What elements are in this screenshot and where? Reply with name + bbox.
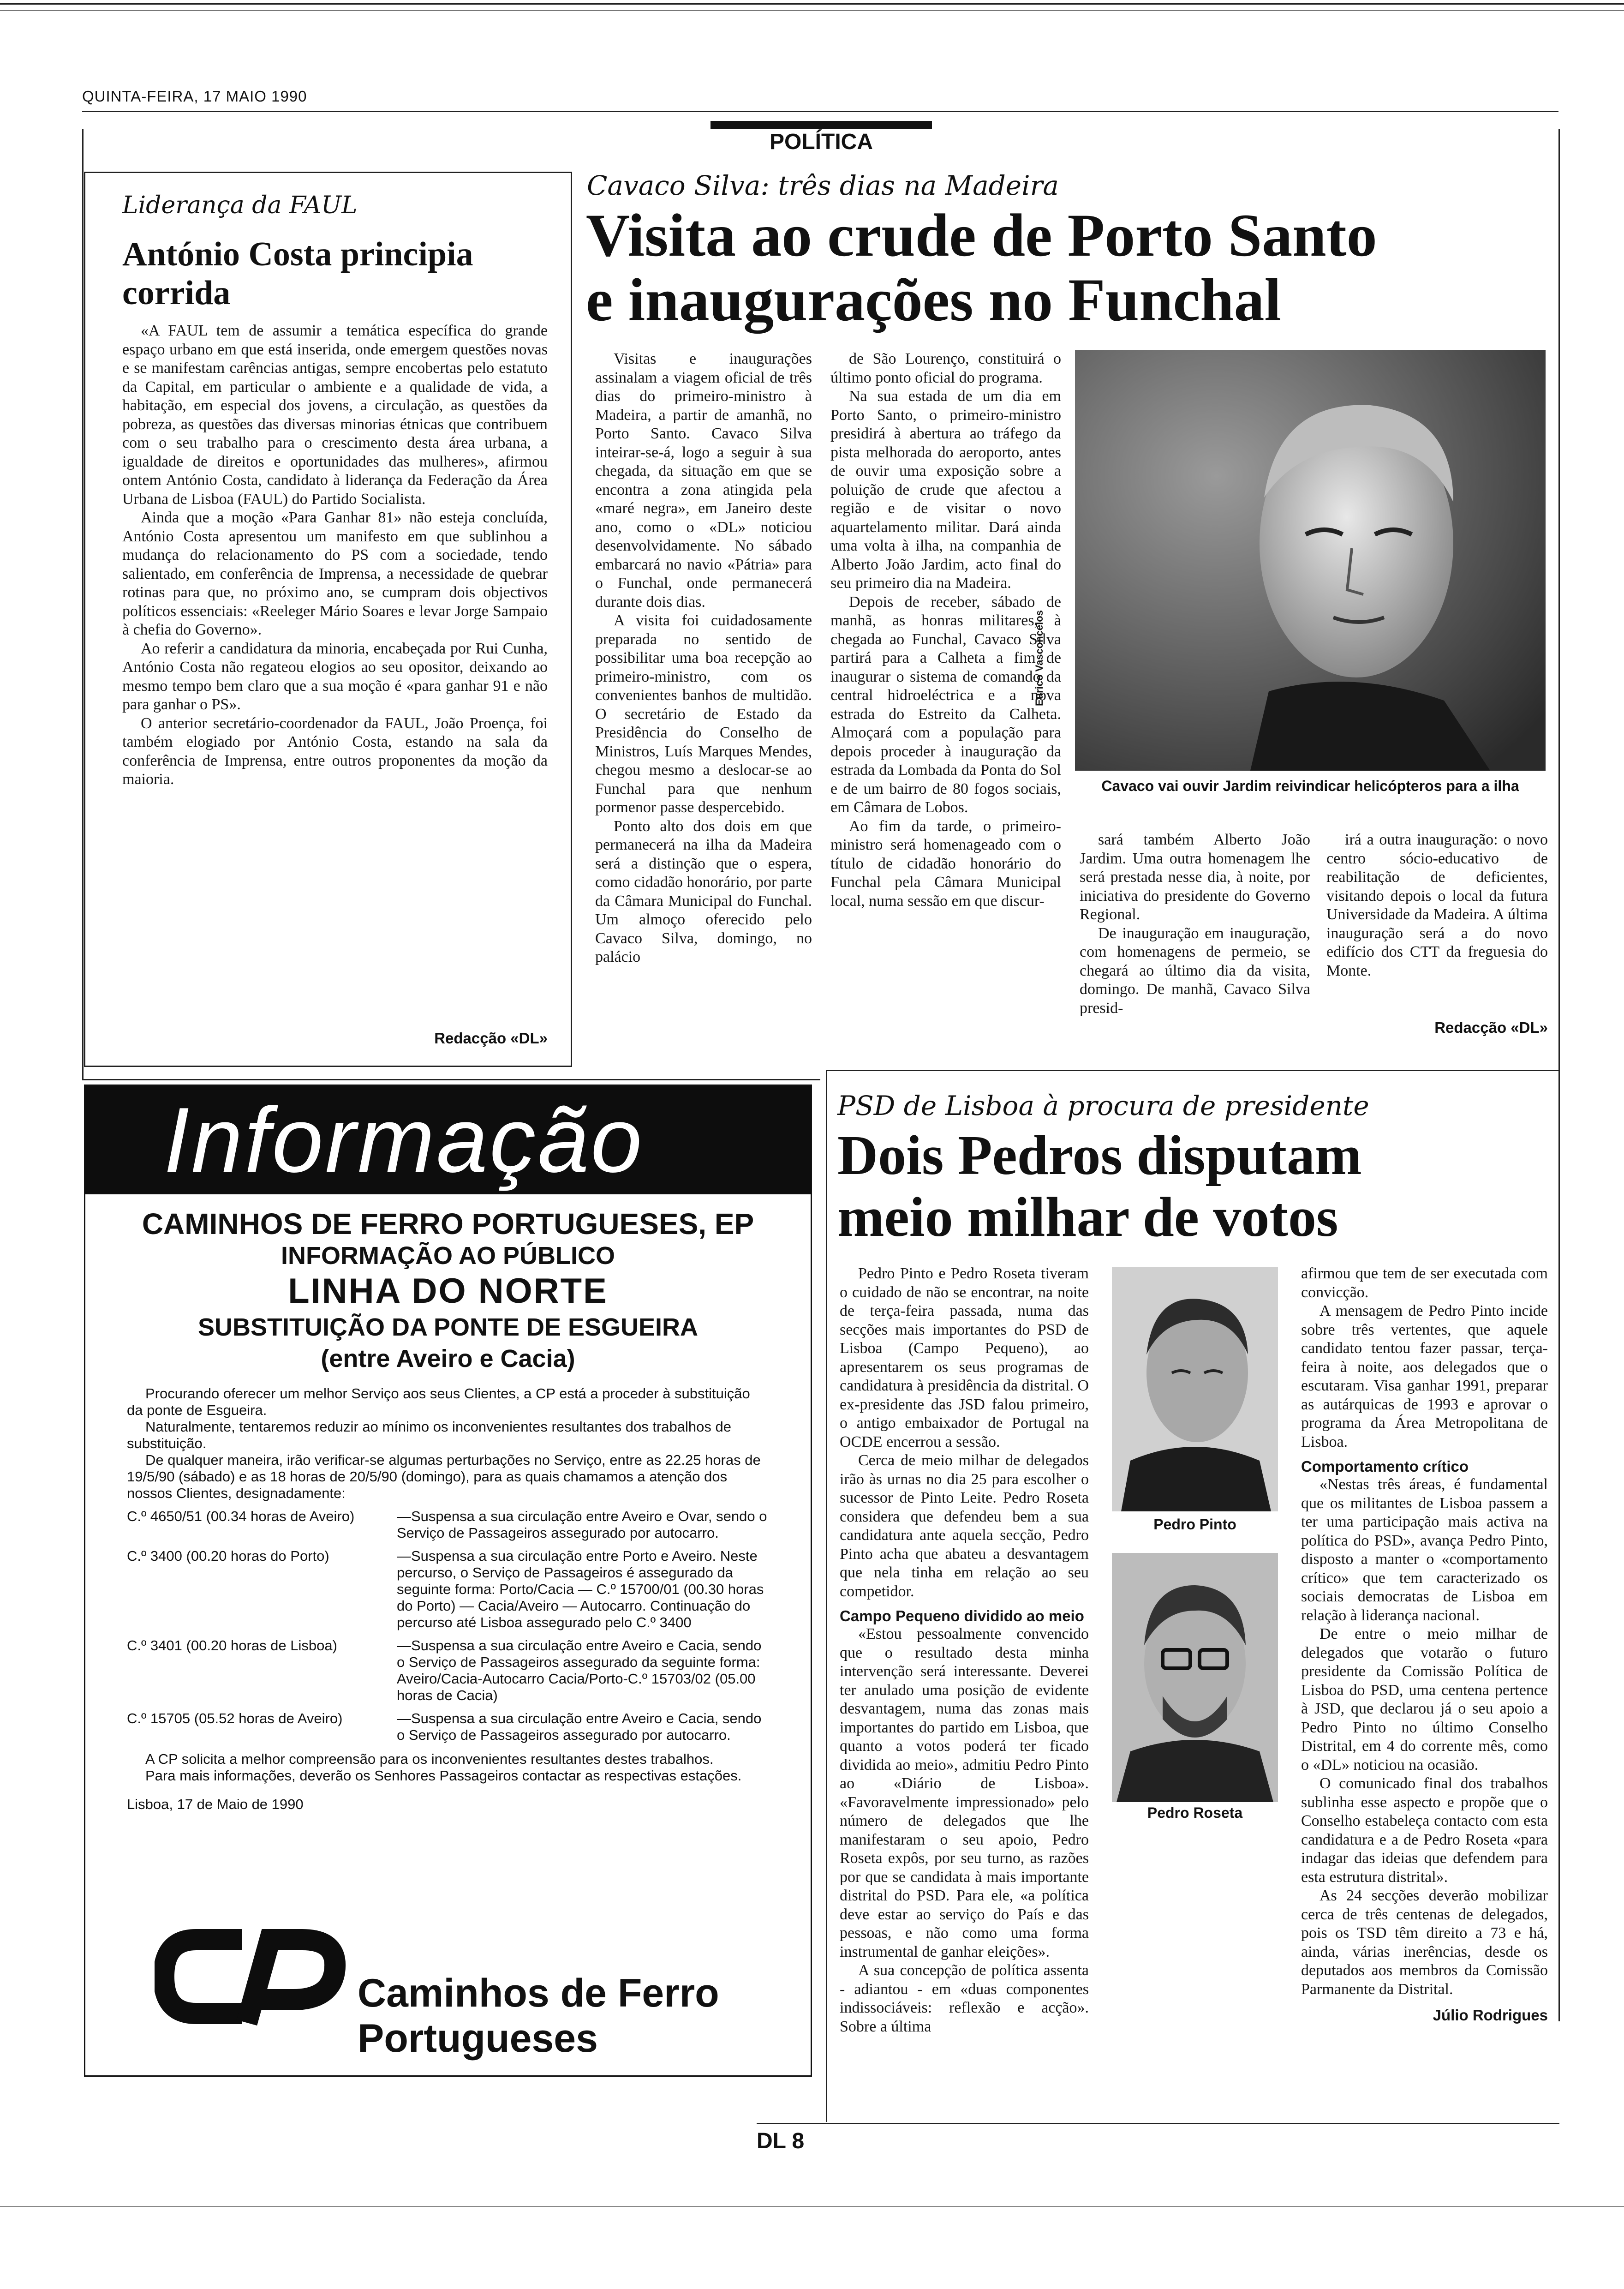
faul-paragraph: O anterior secretário-coordenador da FAUL, João Proença, foi também elogiado por António Costa, estando na sala da conferência de Imprensa, entre outros proponentes da moção da maioria. bbox=[122, 714, 548, 788]
psd-paragraph: afirmou que tem de ser executada com convicção. bbox=[1301, 1265, 1548, 1301]
ad-brand-line2: Portugueses bbox=[358, 2016, 598, 2061]
faul-paragraph: Ao referir a candidatura da minoria, encabeçada por Rui Cunha, António Costa não regateou elogios ao seu opositor, deixando ao mesmo tempo bem claro que a sua moção é «para ganhar 91 e não para ganhar o PS». bbox=[122, 640, 548, 713]
cavaco-title-line1: Visita ao crude de Porto Santo bbox=[586, 201, 1377, 269]
ad-body bbox=[85, 1374, 811, 1813]
section-label: POLÍTICA bbox=[710, 121, 932, 155]
cavaco-paragraph: de São Lourenço, constituirá o último ponto oficial do programa. bbox=[830, 350, 1061, 386]
ad-intro: Procurando oferecer um melhor Serviço aos seus Clientes, a CP está a proceder à substituição da ponte de Esgueira. bbox=[127, 1385, 750, 1418]
bottom-scan-line bbox=[0, 2206, 1624, 2207]
portrait-image bbox=[1112, 1267, 1278, 1511]
ad-outro: A CP solicita a melhor compreensão para os inconvenientes resultantes destes trabalhos. bbox=[145, 1751, 714, 1767]
cavaco-bottom-rule bbox=[826, 1070, 1558, 1071]
faul-byline: Redacção «DL» bbox=[434, 1030, 548, 1047]
cavaco-kicker: Cavaco Silva: três dias na Madeira bbox=[587, 170, 1059, 201]
cavaco-paragraph: Ponto alto dos dois em que permanecerá na ilha da Madeira será a distinção que o espera, como cidadão honorário, por parte da Câmara Municipal do Funchal. Um almoço oferecido pelo Cavaco Silva, domingo, no palácio bbox=[595, 817, 812, 965]
ad-intro: Naturalmente, tentaremos reduzir ao mínimo os inconvenientes resultantes dos trabalhos de substituição. bbox=[127, 1419, 731, 1451]
psd-byline: Júlio Rodrigues bbox=[1433, 2007, 1548, 2024]
psd-frame-left bbox=[826, 1070, 827, 2122]
faul-article bbox=[84, 172, 572, 1067]
ad-train-row bbox=[127, 1548, 769, 1631]
footer-rule bbox=[757, 2123, 1559, 2124]
header-rule bbox=[82, 111, 1558, 112]
cp-logo-icon bbox=[155, 1921, 348, 2032]
cavaco-col4 bbox=[1326, 831, 1548, 980]
faul-paragraph: Ainda que a moção «Para Ganhar 81» não esteja concluída, António Costa apresentou um manifesto em que sublinhou a mudança do relacionamento do PS com a sociedade, tendo salientado, em conferência de Imprensa, a necessidade de quebrar rotinas para que, no próximo ano, se cumpram dois objectivos políticos essenciais: «Reeleger Mário Soares e levar Jorge Sampaio à chefia do Governo». bbox=[122, 509, 548, 638]
cavaco-paragraph: irá a outra inauguração: o novo centro sócio-educativo de reabilitação de deficientes, visitando depois o local da futura Universidade da Madeira. A última inauguração será a do novo edifício dos CTT da freguesia do Monte. bbox=[1326, 831, 1548, 979]
portrait-image bbox=[1112, 1553, 1278, 1802]
ad-place-date: Lisboa, 17 de Maio de 1990 bbox=[127, 1796, 304, 1812]
train-text: —Suspensa a sua circulação entre Aveiro e Cacia, sendo o Serviço de Passageiros assegurado da seguinte forma: Aveiro/Cacia-Autocarro Cacia/Porto-C.º 15703/02 (05.00 horas de Cacia) bbox=[397, 1637, 762, 1703]
pedro-pinto-caption: Pedro Pinto bbox=[1153, 1516, 1236, 1533]
page-mark: DL 8 bbox=[757, 2129, 805, 2153]
psd-paragraph: «Nestas três áreas, é fundamental que os militantes de Lisboa passem a ter uma participação mais activa na política do PSD», avança Pedro Pinto, disposto a manter o «comportamento crítico» que tem caracterizado os sociais democratas de Lisboa em relação à liderança nacional. bbox=[1301, 1476, 1548, 1624]
ad-line4: (entre Aveiro e Cacia) bbox=[321, 1345, 575, 1372]
psd-paragraph: O comunicado final dos trabalhos sublinha esse aspecto e propõe que o Conselho estabeleça contacto com esta candidatura e a de Pedro Roseta «para indagar das ideias que defendem para esta estrutura distrital». bbox=[1301, 1775, 1548, 1886]
psd-paragraph: A mensagem de Pedro Pinto incide sobre três vertentes, que aquele candidato tentou fazer passar, terça-feira à noite, aos delegados que o escutaram. Visa ganhar 1991, preparar as autárquicas de 1993 e aprovar o programa da Área Metropolitana de Lisboa. bbox=[1301, 1302, 1548, 1450]
psd-title-line1: Dois Pedros disputam bbox=[837, 1124, 1362, 1186]
cavaco-photo-caption: Cavaco vai ouvir Jardim reivindicar helicópteros para a ilha bbox=[1101, 778, 1519, 794]
frame-right bbox=[1558, 129, 1560, 2021]
cavaco-byline: Redacção «DL» bbox=[1434, 1019, 1548, 1036]
ad-line3: SUBSTITUIÇÃO DA PONTE DE ESGUEIRA bbox=[197, 1313, 699, 1341]
ad-train-row bbox=[127, 1637, 769, 1704]
cavaco-col1 bbox=[595, 350, 812, 967]
cavaco-paragraph: Ao fim da tarde, o primeiro-ministro será homenageado com o título de cidadão honorário do Funchal pela Câmara Municipal local, numa sessão em que discur- bbox=[830, 817, 1061, 910]
psd-paragraph: Cerca de meio milhar de delegados irão às urnas no dia 25 para escolher o sucessor de Pinto Leite. Pedro Roseta considera que defendeu bem a sua candidatura ante aquela secção, Pedro Pinto acha que abateu a desvantagem que nela tinha em relação ao seu competidor. bbox=[840, 1452, 1089, 1600]
psd-kicker: PSD de Lisboa à procura de presidente bbox=[837, 1090, 1369, 1121]
ad-heading-block bbox=[85, 1207, 811, 1374]
ad-line2: LINHA DO NORTE bbox=[288, 1271, 608, 1311]
cavaco-paragraph: Na sua estada de um dia em Porto Santo, o primeiro-ministro presidirá à abertura ao tráfego da pista melhorada do aeroporto, antes de ouvir uma exposição sobre a poluição de crude que afectou a região e de visitar o novo aquartelamento militar. Dará ainda uma volta à ilha, na companhia de Alberto João Jardim, acto final do seu primeiro dia na Madeira. bbox=[830, 388, 1061, 592]
ad-title: Informação bbox=[164, 1089, 644, 1192]
portrait-image bbox=[1075, 350, 1546, 771]
ad-intro: De qualquer maneira, irão verificar-se algumas perturbações no Serviço, entre as 22.25 horas de 19/5/90 (sábado) e as 18 horas de 20/5/90 (domingo), para as quais chamamos a atenção dos nossos Clientes, designadamente: bbox=[127, 1452, 761, 1501]
dateline: QUINTA-FEIRA, 17 MAIO 1990 bbox=[82, 88, 307, 105]
train-text: —Suspensa a sua circulação entre Aveiro e Cacia, sendo o Serviço de Passageiros assegurado por autocarro. bbox=[397, 1710, 762, 1743]
cavaco-col3 bbox=[1080, 831, 1310, 1018]
cavaco-paragraph: De inauguração em inauguração, com homenagens de permeio, se chegará ao último dia da visita, domingo. De manhã, Cavaco Silva presid- bbox=[1080, 924, 1310, 1017]
cavaco-paragraph: Visitas e inaugurações assinalam a viagem oficial de três dias do primeiro-ministro à Madeira, a partir de amanhã, no Porto Santo. Cavaco Silva inteirar-se-á, logo a seguir à sua chegada, da situação em que se encontra a zona atingida pela «maré negra», em Janeiro deste ano, como o «DL» noticiou desenvolvidamente. No sábado embarcará no navio «Pátria» para o Funchal, onde permanecerá durante dois dias. bbox=[595, 350, 812, 611]
psd-paragraph: As 24 secções deverão mobilizar cerca de três centenas de delegados, pois os TSD têm direito a 73 e há, ainda, várias inerências, desde os deputados aos membros da Comissão Parmanente da Distrital. bbox=[1301, 1887, 1548, 1998]
cavaco-paragraph: sará também Alberto João Jardim. Uma outra homenagem lhe será prestada nesse dia, à noite, por iniciativa do presidente do Governo Regional. bbox=[1080, 831, 1310, 923]
psd-title-line2: meio milhar de votos bbox=[837, 1186, 1338, 1248]
psd-subhead: Campo Pequeno dividido ao meio bbox=[840, 1607, 1084, 1624]
ad-outro: Para mais informações, deverão os Senhores Passageiros contactar as respectivas estações. bbox=[145, 1768, 742, 1784]
ad-brand-line1: Caminhos de Ferro bbox=[358, 1971, 719, 2015]
pedro-pinto-photo bbox=[1112, 1267, 1278, 1511]
faul-kicker: Liderança da FAUL bbox=[122, 192, 358, 219]
cavaco-col2 bbox=[830, 350, 1061, 911]
psd-paragraph: Pedro Pinto e Pedro Roseta tiveram o cuidado de não se encontrar, na noite de terça-feira passada, numa das secções mais importantes do PSD de Lisboa (Campo Pequeno), ao apresentarem os seus programas de candidatura à presidência da distrital. O ex-presidente das JSD falou primeiro, o antigo embaixador de Portugal na OCDE encerrou a sessão. bbox=[840, 1265, 1089, 1450]
pedro-roseta-photo bbox=[1112, 1553, 1278, 1802]
ad-train-row bbox=[127, 1508, 769, 1541]
top-border-thin bbox=[0, 10, 1624, 11]
faul-body bbox=[122, 322, 548, 789]
cavaco-paragraph: A visita foi cuidadosamente preparada no sentido de possibilitar uma boa recepção ao primeiro-ministro, com os convenientes banhos de multidão. O secretário de Estado da Presidência do Conselho de Ministros, Luís Marques Mendes, chegou mesmo a deslocar-se ao Funchal para que nenhum pormenor passe despercebido. bbox=[595, 612, 812, 816]
ad-company: CAMINHOS DE FERRO PORTUGUESES, EP bbox=[142, 1207, 754, 1240]
psd-paragraph: De entre o meio milhar de delegados que votarão o futuro presidente da Comissão Política de Lisboa do PSD, uma centena pertence à JSD, que declarou já o seu apoio a Pedro Pinto no último Conselho Distrital, em 4 do corrente mês, como o «DL» noticiou na ocasião. bbox=[1301, 1625, 1548, 1774]
train-text: —Suspensa a sua circulação entre Porto e Aveiro. Neste percurso, o Serviço de Passageiros é assegurado da seguinte forma: Porto/Cacia — C.º 15700/01 (00.30 horas do Porto) — Cacia/Aveiro — Autocarro. Continuação do percurso até Lisboa assegurado pelo C.º 3400 bbox=[397, 1548, 764, 1630]
cp-logo bbox=[155, 1921, 348, 2032]
cp-advertisement bbox=[84, 1085, 812, 2077]
ad-train-row bbox=[127, 1710, 769, 1744]
train-code: C.º 3401 (00.20 horas de Lisboa) bbox=[127, 1637, 337, 1654]
psd-col1 bbox=[840, 1264, 1089, 2036]
psd-col2 bbox=[1301, 1264, 1548, 2025]
photo-credit: Eurico Vasconcelos bbox=[1033, 610, 1045, 706]
frame-mid bbox=[82, 1079, 820, 1080]
pedro-roseta-caption: Pedro Roseta bbox=[1147, 1804, 1243, 1821]
faul-title: António Costa principia corrida bbox=[122, 235, 473, 312]
psd-paragraph: A sua concepção de política assenta - adiantou - em «duas componentes indissociáveis: reflexão e acção». Sobre a última bbox=[840, 1962, 1089, 2035]
ad-line1: INFORMAÇÃO AO PÚBLICO bbox=[281, 1242, 615, 1270]
train-code: C.º 3400 (00.20 horas do Porto) bbox=[127, 1548, 329, 1564]
cavaco-title-line2: e inaugurações no Funchal bbox=[586, 266, 1282, 334]
psd-paragraph: «Estou pessoalmente convencido que o resultado desta minha intervenção será interessante. Deverei ter anulado uma posição de evidente desvantagem, numa das zonas mais importantes do partido em Lisboa, que quanto a votos poderá ter ficado dividida ao meio», admitiu Pedro Pinto ao «Diário de Lisboa». «Favoravelmente impressionado» pelo número de delegados que lhe manifestaram o seu apoio, Pedro Roseta expôs, por seu turno, as razões por que se candidata à mais importante distrital do PSD. Para ele, «a política deve estar ao serviço do País e das pessoas, e não como uma forma instrumental de ganhar eleições». bbox=[840, 1625, 1089, 1960]
cavaco-paragraph: Depois de receber, sábado de manhã, as honras militares, à chegada ao Funchal, Cavaco Silva partirá para a Calheta a fim de inaugurar o sistema de comando da central hidroeléctrica e a nova estrada do Estreito da Calheta. Almoçará com a população para depois proceder à inauguração da estrada da Lombada da Ponta do Sol e de um bairro de 80 fogos sociais, em Câmara de Lobos. bbox=[830, 593, 1061, 816]
train-text: —Suspensa a sua circulação entre Aveiro e Ovar, sendo o Serviço de Passageiros assegurado por autocarro. bbox=[397, 1508, 767, 1541]
ad-banner bbox=[85, 1086, 811, 1194]
psd-subhead: Comportamento crítico bbox=[1301, 1458, 1469, 1475]
top-border bbox=[0, 3, 1624, 5]
train-code: C.º 4650/51 (00.34 horas de Aveiro) bbox=[127, 1508, 355, 1524]
cavaco-photo bbox=[1075, 350, 1546, 771]
faul-paragraph: «A FAUL tem de assumir a temática específica do grande espaço urbano em que está inserida, onde emergem questões novas e se manifestam carências antigas, sempre encobertas pelo estatuto da Capital, em particular o ambiente e a qualidade de vida, a habitação, em especial dos jovens, a circulação, as questões da pobreza, as questões das diversas minorias étnicas que contribuem com o seu trabalho para o crescimento desta área urbana, a igualdade de direitos e oportunidades das mulheres», afirmou ontem António Costa, candidato à liderança da Federação da Área Urbana de Lisboa (FAUL) do Partido Socialista. bbox=[122, 322, 548, 508]
train-code: C.º 15705 (05.52 horas de Aveiro) bbox=[127, 1710, 343, 1726]
frame-left bbox=[82, 129, 84, 1080]
